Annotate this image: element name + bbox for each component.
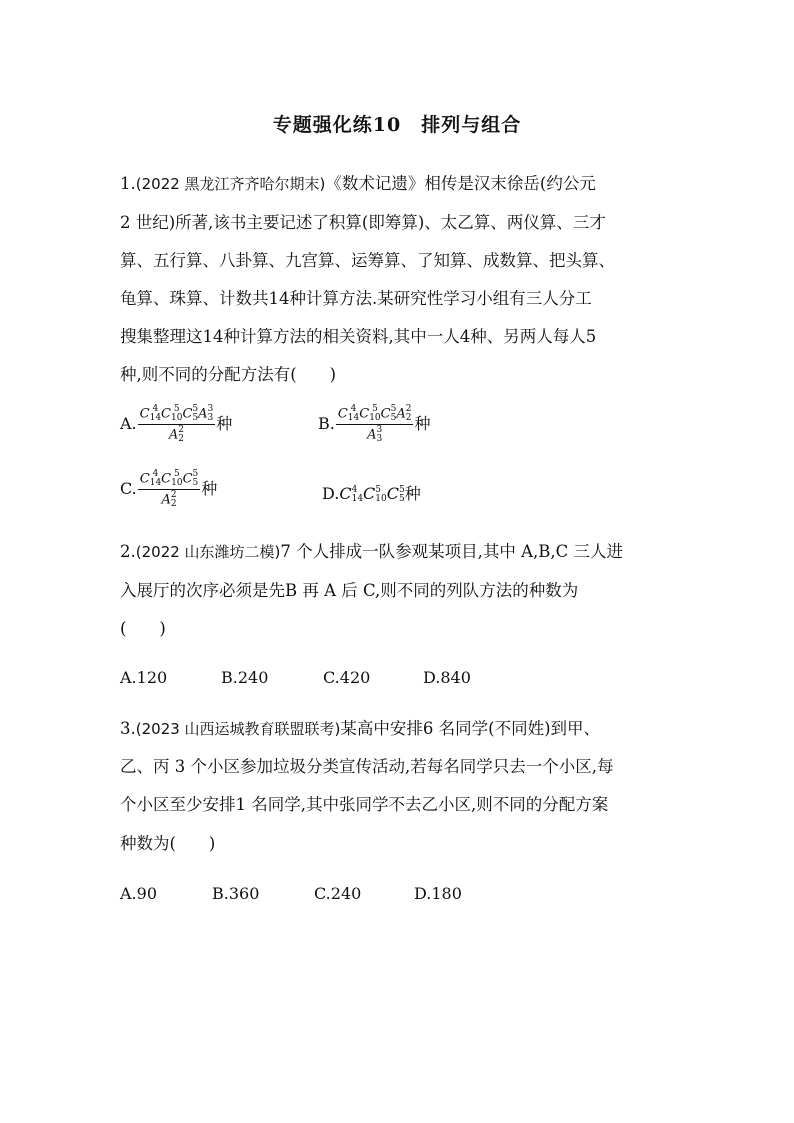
q3-option-d: D.180 <box>414 884 462 903</box>
q1-option-a-formula: C 4 14 C 5 10 C 5 5 A 3 3 A 2 2 <box>139 404 214 444</box>
q1-option-d-suffix: 种 <box>404 484 421 503</box>
q1-option-a <box>120 405 232 444</box>
q1-option-c <box>120 470 217 509</box>
page-title: 专题强化练10 排列与组合 <box>272 114 522 136</box>
q3-line-2: 乙、丙 3 个小区参加垃圾分类宣传活动,若每名同学只去一个小区,每 <box>120 757 614 776</box>
q3-line-1 <box>120 715 600 739</box>
q3-option-a: A.90 <box>120 884 157 903</box>
q2-line-3: ( ) <box>120 619 166 638</box>
q2-number: 2. <box>120 542 136 561</box>
q1-option-b-formula: C 4 14 C 5 10 C 5 5 A 2 2 A 3 3 <box>337 404 412 444</box>
q1-option-c-suffix: 种 <box>201 479 218 498</box>
q2-line-2: 入展厅的次序必须是先B 再 A 后 C,则不同的列队方法的种数为 <box>120 581 579 600</box>
q1-option-c-formula: C 4 14 C 5 10 C 5 5 A 2 2 <box>139 469 199 509</box>
q3-text-1: 某高中安排6 名同学(不同姓)到甲、 <box>340 719 601 738</box>
q1-number: 1. <box>120 174 136 193</box>
q1-option-d-label: D. <box>322 484 340 503</box>
q1-option-a-suffix: 种 <box>216 414 233 433</box>
q1-line-5: 搜集整理这14种计算方法的相关资料,其中一人4种、另两人每人5 <box>120 327 597 346</box>
q1-text-1: 《数术记遗》相传是汉末徐岳(约公元 <box>325 174 596 193</box>
q3-option-b: B.360 <box>212 884 260 903</box>
q1-line-3: 算、五行算、八卦算、九宫算、运筹算、了知算、成数算、把头算、 <box>120 251 615 270</box>
q1-option-d <box>322 481 421 504</box>
q1-option-a-label: A. <box>120 414 137 433</box>
q1-line-6: 种,则不同的分配方法有( ) <box>120 365 337 384</box>
q1-option-c-label: C. <box>120 479 137 498</box>
q1-option-d-formula: C 4 14 C 5 10 C 5 5 <box>339 484 405 504</box>
q3-line-3: 个小区至少安排1 名同学,其中张同学不去乙小区,则不同的分配方案 <box>120 795 609 814</box>
q1-line-2: 2 世纪)所著,该书主要记述了积算(即筹算)、太乙算、两仪算、三才 <box>120 213 606 232</box>
q1-option-b-label: B. <box>318 414 335 433</box>
q2-option-c: C.420 <box>323 668 371 687</box>
q1-option-b <box>318 405 430 444</box>
q3-option-c: C.240 <box>314 884 362 903</box>
q1-source: (2022 黑龙江齐齐哈尔期末) <box>135 175 326 193</box>
q3-source: (2023 山西运城教育联盟联考) <box>135 720 341 738</box>
q2-line-1 <box>120 538 623 562</box>
q2-option-b: B.240 <box>221 668 269 687</box>
q3-line-4: 种数为( ) <box>120 834 216 853</box>
q3-number: 3. <box>120 719 136 738</box>
q2-text-1: 7 个人排成一队参观某项目,其中 A,B,C 三人进 <box>280 542 624 561</box>
q2-source: (2022 山东潍坊二模) <box>135 543 281 561</box>
q1-line-4: 龟算、珠算、计数共14种计算方法.某研究性学习小组有三人分工 <box>120 289 592 308</box>
q2-option-d: D.840 <box>423 668 471 687</box>
q1-option-b-suffix: 种 <box>414 414 431 433</box>
q1-line-1 <box>120 170 596 194</box>
q2-option-a: A.120 <box>120 668 168 687</box>
